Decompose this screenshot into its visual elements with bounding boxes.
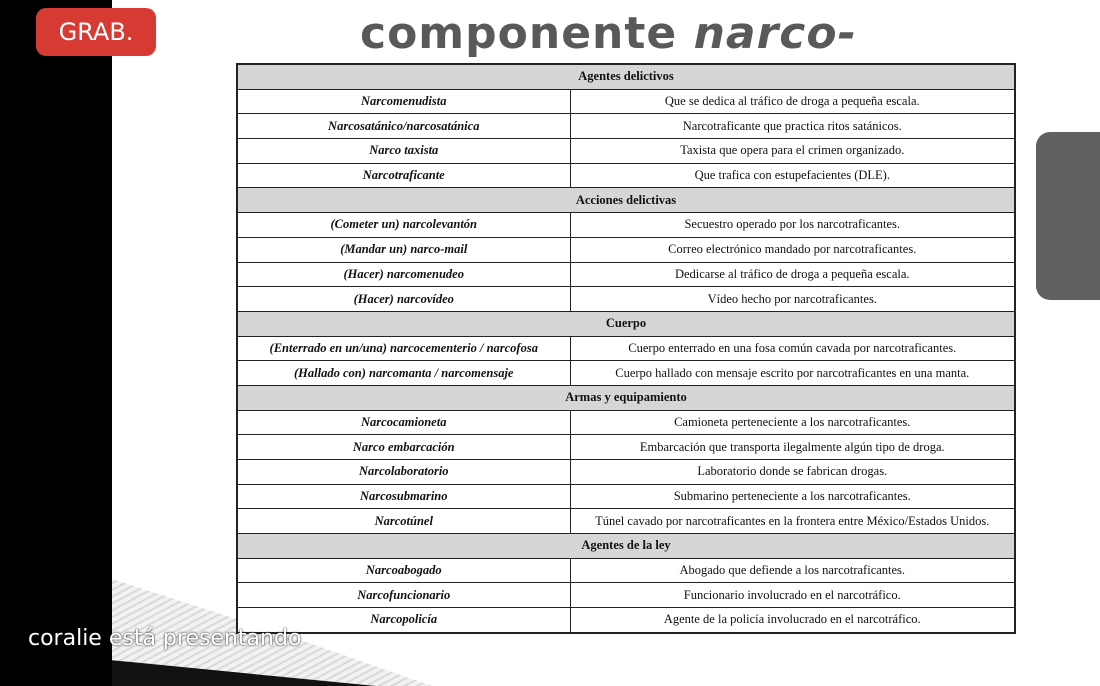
- table-row: [237, 435, 1015, 460]
- definition-cell: Vídeo hecho por narcotraficantes.: [570, 287, 1015, 312]
- definition-cell: Que trafica con estupefacientes (DLE).: [570, 163, 1015, 188]
- term-cell: (Hacer) narcomenudeo: [237, 262, 570, 287]
- term-cell: Narcofuncionario: [237, 583, 570, 608]
- term-cell: (Cometer un) narcolevantón: [237, 213, 570, 238]
- recording-badge: GRAB.: [36, 8, 156, 56]
- definition-cell: Correo electrónico mandado por narcotraficantes.: [570, 237, 1015, 262]
- term-cell: Narcoabogado: [237, 558, 570, 583]
- section-heading: Agentes delictivos: [237, 64, 1015, 89]
- table-row: [237, 213, 1015, 238]
- table-row: [237, 89, 1015, 114]
- section-header-row: [237, 188, 1015, 213]
- definition-cell: Funcionario involucrado en el narcotráfico.: [570, 583, 1015, 608]
- table-row: [237, 460, 1015, 485]
- section-header-row: [237, 64, 1015, 89]
- section-header-row: [237, 385, 1015, 410]
- definition-cell: Secuestro operado por los narcotraficantes.: [570, 213, 1015, 238]
- term-cell: Narco embarcación: [237, 435, 570, 460]
- section-heading: Armas y equipamiento: [237, 385, 1015, 410]
- slide-title-plain: componente: [360, 8, 694, 59]
- table-row: [237, 361, 1015, 386]
- term-cell: Narcosatánico/narcosatánica: [237, 114, 570, 139]
- term-cell: Narcomenudista: [237, 89, 570, 114]
- term-cell: (Hacer) narcovídeo: [237, 287, 570, 312]
- table-row: [237, 558, 1015, 583]
- table-row: [237, 509, 1015, 534]
- section-header-row: [237, 311, 1015, 336]
- table-row: [237, 262, 1015, 287]
- term-cell: Narcosubmarino: [237, 484, 570, 509]
- table-row: [237, 484, 1015, 509]
- table-row: [237, 608, 1015, 633]
- definition-cell: Laboratorio donde se fabrican drogas.: [570, 460, 1015, 485]
- term-cell: Narcotúnel: [237, 509, 570, 534]
- table-row: [237, 163, 1015, 188]
- section-header-row: [237, 534, 1015, 559]
- slide-title: [360, 8, 857, 64]
- side-panel-handle[interactable]: [1036, 132, 1100, 300]
- term-cell: Narcotraficante: [237, 163, 570, 188]
- term-cell: Narco taxista: [237, 139, 570, 164]
- slide-title-italic: narco-: [693, 8, 857, 59]
- table-row: [237, 287, 1015, 312]
- presenter-label: coralie está presentando: [28, 626, 302, 651]
- definition-cell: Cuerpo enterrado en una fosa común cavada por narcotraficantes.: [570, 336, 1015, 361]
- term-cell: Narcocamioneta: [237, 410, 570, 435]
- table-row: [237, 336, 1015, 361]
- definition-cell: Que se dedica al tráfico de droga a pequeña escala.: [570, 89, 1015, 114]
- term-cell: Narcopolicía: [237, 608, 570, 633]
- table-row: [237, 114, 1015, 139]
- definition-cell: Dedicarse al tráfico de droga a pequeña escala.: [570, 262, 1015, 287]
- table-row: [237, 410, 1015, 435]
- definition-cell: Camioneta perteneciente a los narcotraficantes.: [570, 410, 1015, 435]
- term-cell: Narcolaboratorio: [237, 460, 570, 485]
- term-cell: (Enterrado en un/una) narcocementerio / narcofosa: [237, 336, 570, 361]
- definition-cell: Embarcación que transporta ilegalmente algún tipo de droga.: [570, 435, 1015, 460]
- definition-cell: Abogado que defiende a los narcotraficantes.: [570, 558, 1015, 583]
- glossary-table: [236, 63, 1016, 634]
- definition-cell: Narcotraficante que practica ritos satánicos.: [570, 114, 1015, 139]
- table-row: [237, 139, 1015, 164]
- table-row: [237, 583, 1015, 608]
- term-cell: (Hallado con) narcomanta / narcomensaje: [237, 361, 570, 386]
- definition-cell: Submarino perteneciente a los narcotraficantes.: [570, 484, 1015, 509]
- definition-cell: Agente de la policía involucrado en el narcotráfico.: [570, 608, 1015, 633]
- glossary-table-body: [237, 64, 1015, 633]
- section-heading: Acciones delictivas: [237, 188, 1015, 213]
- definition-cell: Taxista que opera para el crimen organizado.: [570, 139, 1015, 164]
- term-cell: (Mandar un) narco-mail: [237, 237, 570, 262]
- definition-cell: Cuerpo hallado con mensaje escrito por narcotraficantes en una manta.: [570, 361, 1015, 386]
- section-heading: Agentes de la ley: [237, 534, 1015, 559]
- table-row: [237, 237, 1015, 262]
- section-heading: Cuerpo: [237, 311, 1015, 336]
- definition-cell: Túnel cavado por narcotraficantes en la frontera entre México/Estados Unidos.: [570, 509, 1015, 534]
